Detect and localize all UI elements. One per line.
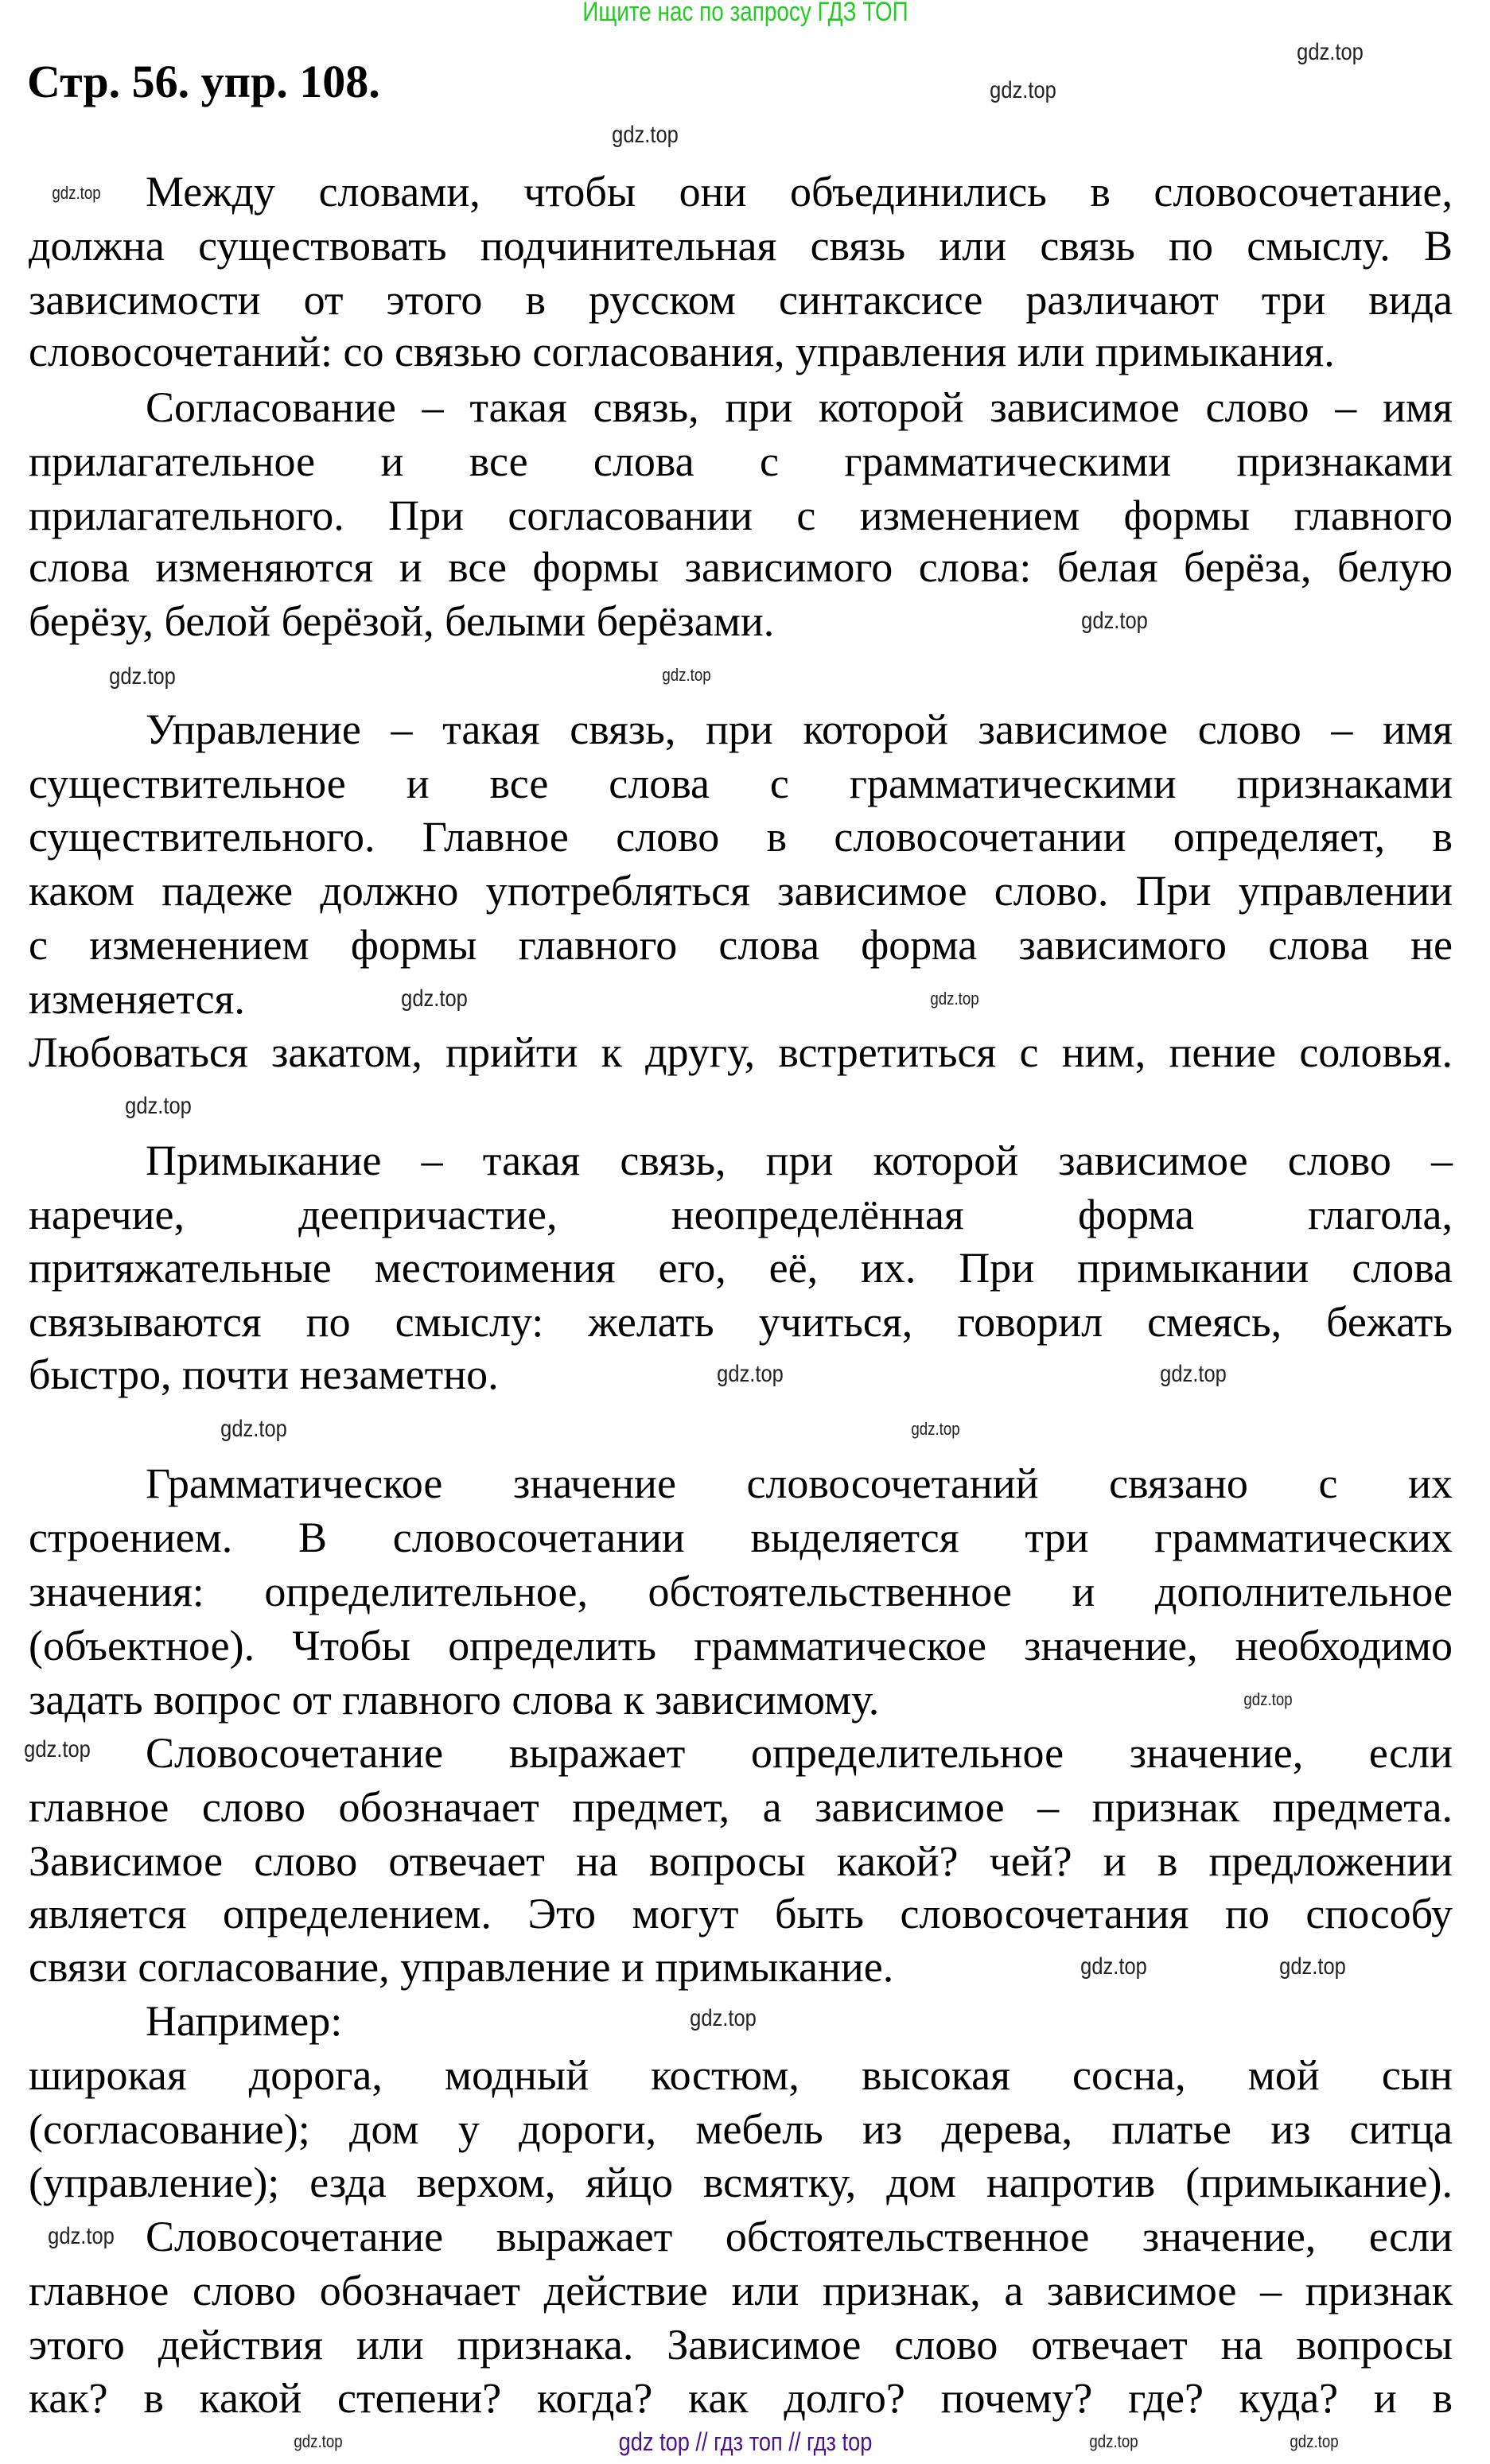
text-line: является определением. Это могут быть словосочетания по способу — [29, 1890, 1453, 1937]
text-line: существительное и все слова с грамматическими признаками — [29, 760, 1453, 807]
text-line: словосочетаний: со связью согласования, управления или примыкания. — [29, 328, 1335, 375]
text-line: главное слово обозначает предмет, а зависимое – признак предмета. — [29, 1783, 1453, 1831]
text-line: (объектное). Чтобы определить грамматическое значение, необходимо — [29, 1622, 1453, 1669]
watermark-text: gdz.top — [294, 2431, 343, 2451]
text-line: Любоваться закатом, прийти к другу, встретиться с ним, пение соловья. — [29, 1028, 1453, 1076]
text-line: (управление); езда верхом, яйцо всмятку, дом напротив (примыкание). — [29, 2159, 1453, 2206]
text-line: строением. В словосочетании выделяется три грамматических — [29, 1514, 1453, 1561]
text-line: Словосочетание выражает определительное значение, если — [146, 1729, 1453, 1777]
watermark-text: gdz.top — [109, 663, 176, 690]
text-line: Словосочетание выражает обстоятельственное значение, если — [146, 2213, 1453, 2260]
text-line: прилагательного. При согласовании с изменением формы главного — [29, 492, 1453, 539]
text-line: каком падеже должно употребляться зависимое слово. При управлении — [29, 867, 1453, 915]
text-line: главное слово обозначает действие или признак, а зависимое – признак — [29, 2267, 1453, 2314]
text-line: значения: определительное, обстоятельственное и дополнительное — [29, 1568, 1453, 1615]
text-line: с изменением формы главного слова форма зависимого слова не — [29, 921, 1453, 969]
text-line: слова изменяются и все формы зависимого слова: белая берёза, белую — [29, 543, 1453, 591]
text-line: Между словами, чтобы они объединились в словосочетание, — [146, 168, 1453, 216]
watermark-text: gdz.top — [125, 1093, 192, 1119]
text-line: должна существовать подчинительная связь или связь по смыслу. В — [29, 222, 1453, 270]
text-line: (согласование); дом у дороги, мебель из дерева, платье из ситца — [29, 2105, 1453, 2153]
text-line: изменяется. — [29, 975, 245, 1023]
search-banner: Ищите нас по запросу ГДЗ ТОП — [582, 0, 908, 27]
text-line: быстро, почти незаметно. — [29, 1351, 499, 1398]
text-line: связи согласование, управление и примыкание. — [29, 1943, 894, 1991]
text-line: широкая дорога, модный костюм, высокая сосна, мой сын — [29, 2051, 1453, 2099]
page-title: Стр. 56. упр. 108. — [27, 56, 380, 107]
watermark-text: gdz.top — [1290, 2431, 1339, 2451]
text-line: зависимости от этого в русском синтаксисе различают три вида — [29, 276, 1453, 324]
watermark-text: gdz.top — [612, 122, 679, 148]
watermark-text: gdz.top — [990, 77, 1056, 103]
watermark-text: gdz.top — [1081, 608, 1148, 634]
watermark-text: gdz.top — [1080, 1953, 1147, 1980]
text-line: берёзу, белой берёзой, белыми берёзами. — [29, 597, 775, 645]
watermark-text: gdz.top — [662, 665, 711, 685]
watermark-text: gdz.top — [1243, 1689, 1293, 1709]
text-line: связываются по смыслу: желать учиться, говорил смеясь, бежать — [29, 1298, 1453, 1346]
watermark-text: gdz.top — [1089, 2431, 1138, 2451]
watermark-text: gdz.top — [401, 985, 468, 1012]
text-line: существительного. Главное слово в словосочетании определяет, в — [29, 813, 1453, 861]
text-line: задать вопрос от главного слова к зависимому. — [29, 1676, 880, 1724]
text-line: прилагательное и все слова с грамматическими признаками — [29, 437, 1453, 485]
watermark-text: gdz.top — [52, 183, 101, 203]
text-line: Согласование – такая связь, при которой зависимое слово – имя — [146, 383, 1453, 431]
footer-links[interactable]: gdz top // гдз топ // гдз top — [618, 2427, 872, 2456]
watermark-text: gdz.top — [24, 1736, 91, 1762]
watermark-text: gdz.top — [1160, 1361, 1227, 1387]
text-line: Зависимое слово отвечает на вопросы какой? чей? и в предложении — [29, 1837, 1453, 1885]
watermark-text: gdz.top — [1297, 39, 1364, 65]
watermark-text: gdz.top — [930, 989, 979, 1009]
watermark-text: gdz.top — [1279, 1953, 1346, 1980]
watermark-text: gdz.top — [220, 1416, 287, 1442]
text-line: Управление – такая связь, при которой зависимое слово – имя — [146, 705, 1453, 753]
text-line: этого действия или признака. Зависимое слово отвечает на вопросы — [29, 2321, 1453, 2369]
text-line: притяжательные местоимения его, её, их. При примыкании слова — [29, 1244, 1453, 1292]
watermark-text: gdz.top — [717, 1361, 784, 1387]
watermark-text: gdz.top — [690, 2005, 757, 2031]
watermark-text: gdz.top — [911, 1419, 960, 1439]
text-line: наречие, деепричастие, неопределённая форма глагола, — [29, 1191, 1453, 1238]
watermark-text: gdz.top — [48, 2223, 115, 2249]
text-line: Грамматическое значение словосочетаний связано с их — [146, 1459, 1453, 1507]
text-line: Например: — [146, 1997, 343, 2045]
text-line: как? в какой степени? когда? как долго? почему? где? куда? и в — [29, 2374, 1453, 2422]
text-line: Примыкание – такая связь, при которой зависимое слово – — [146, 1137, 1453, 1184]
